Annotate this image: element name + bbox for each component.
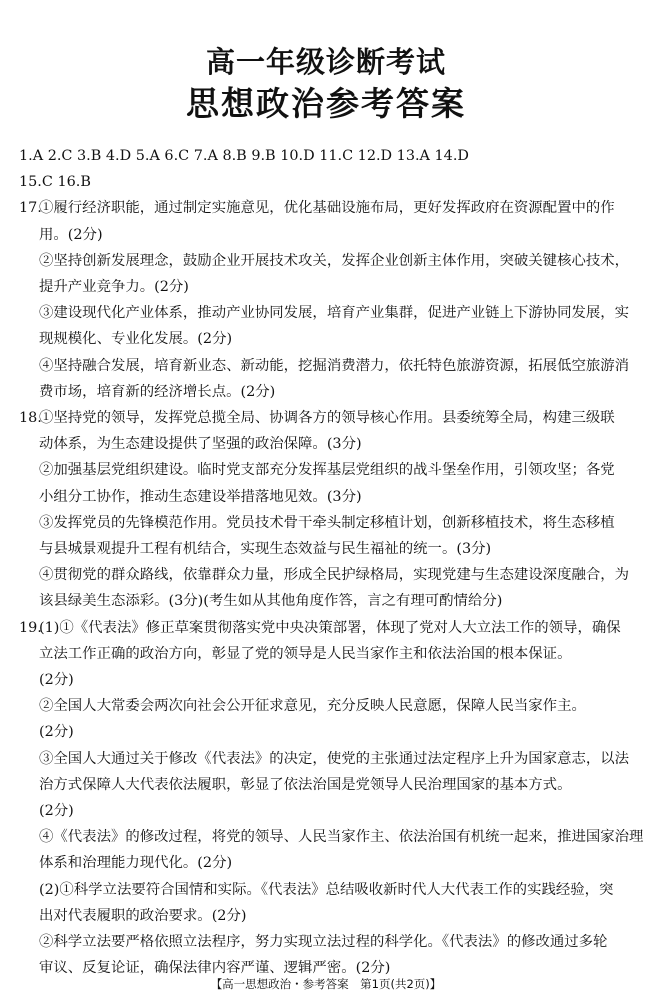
answer-line: ①履行经济职能，通过制定实施意见，优化基础设施布局，更好发挥政府在资源配置中的作 — [39, 200, 615, 217]
answer-key-title: 思想政治参考答案 — [186, 84, 466, 123]
answer-line: 提升产业竞争力。(2分) — [39, 279, 189, 296]
page-footer: 【高一思想政治・参考答案 第1页(共2页)】 — [210, 977, 442, 991]
answer-line: ③全国人大通过关于修改《代表法》的决定，使党的主张通过法定程序上升为国家意志，以法 — [39, 750, 630, 767]
answer-line: (2分) — [39, 672, 74, 689]
answer-line: ①坚持党的领导，发挥党总揽全局、协调各方的领导核心作用。县委统筹全局，构建三级联 — [39, 410, 615, 427]
question-number: 17. — [19, 200, 42, 217]
answer-line: ②科学立法要严格依照立法程序，努力实现立法过程的科学化。《代表法》的修改通过多轮 — [39, 934, 608, 951]
answer-line: 动体系，为生态建设提供了坚强的政治保障。(3分) — [39, 436, 362, 453]
answer-line: 现规模化、专业化发展。(2分) — [39, 331, 233, 348]
answer-line: 该县绿美生态添彩。(3分)(考生如从其他角度作答，言之有理可酌情给分) — [39, 593, 503, 610]
answer-line: ④贯彻党的群众路线，依靠群众力量，形成全民护绿格局，实现党建与生态建设深度融合，为 — [39, 567, 630, 584]
answer-line: 出对代表履职的政治要求。(2分) — [39, 907, 247, 924]
answer-line: 与县城景观提升工程有机结合，实现生态效益与民生福祉的统一。(3分) — [39, 541, 492, 558]
answer-line: (2分) — [39, 724, 74, 741]
answer-line: ③建设现代化产业体系，推动产业协同发展，培育产业集群，促进产业链上下游协同发展，实 — [39, 305, 630, 322]
answer-line: (2)①科学立法要符合国情和实际。《代表法》总结吸收新时代人大代表工作的实践经验，突 — [39, 881, 614, 898]
answer-line: 立法工作正确的政治方向，彰显了党的领导是人民当家作主和依法治国的根本保证。 — [39, 645, 572, 662]
answer-line: ②加强基层党组织建设。临时党支部充分发挥基层党组织的战斗堡垒作用，引领攻坚；各党 — [39, 462, 615, 479]
question-19 — [19, 615, 644, 982]
answer-line: 费市场，培育新的经济增长点。(2分) — [39, 383, 276, 400]
subjective-answers — [19, 195, 644, 981]
question-number: 18. — [19, 410, 42, 427]
answer-line: 体系和治理能力现代化。(2分) — [39, 855, 233, 872]
answer-line: ②坚持创新发展理念，鼓励企业开展技术攻关，发挥企业创新主体作用，突破关键核心技术， — [39, 252, 630, 269]
question-18 — [19, 405, 641, 615]
answer-line: ③发挥党员的先锋模范作用。党员技术骨干牵头制定移植计划，创新移植技术，将生态移植 — [39, 514, 615, 531]
answer-line: ②全国人大常委会两次向社会公开征求意见，充分反映人民意愿，保障人民当家作主。 — [39, 698, 586, 715]
choice-answers — [19, 143, 641, 195]
answer-line: 治方式保障人大代表依法履职，彰显了依法治国是党领导人民治理国家的基本方式。 — [39, 776, 572, 793]
choice-answers-line: 15.C 16.B — [19, 174, 91, 191]
answer-line: 用。(2分) — [39, 226, 103, 243]
exam-title: 高一年级诊断考试 — [205, 45, 446, 79]
choice-answers-line: 1.A 2.C 3.B 4.D 5.A 6.C 7.A 8.B 9.B 10.D 11.C 12.D 13.A 14.D — [19, 148, 469, 164]
answer-line: ④坚持融合发展，培育新业态、新动能，挖掘消费潜力，依托特色旅游资源，拓展低空旅游消 — [39, 357, 630, 374]
answer-line: ④《代表法》的修改过程，将党的领导、人民当家作主、依法治国有机统一起来，推进国家治理 — [39, 829, 644, 846]
question-17 — [19, 195, 641, 405]
answer-content — [19, 143, 644, 982]
answer-line: 小组分工协作，推动生态建设举措落地见效。(3分) — [39, 488, 362, 505]
answer-line: (1)①《代表法》修正草案贯彻落实党中央决策部署，体现了党对人大立法工作的领导，确保 — [39, 619, 621, 636]
question-number: 19. — [19, 619, 42, 636]
answer-line: (2分) — [39, 803, 74, 820]
answer-line: 审议、反复论证，确保法律内容严谨、逻辑严密。(2分) — [39, 960, 391, 977]
